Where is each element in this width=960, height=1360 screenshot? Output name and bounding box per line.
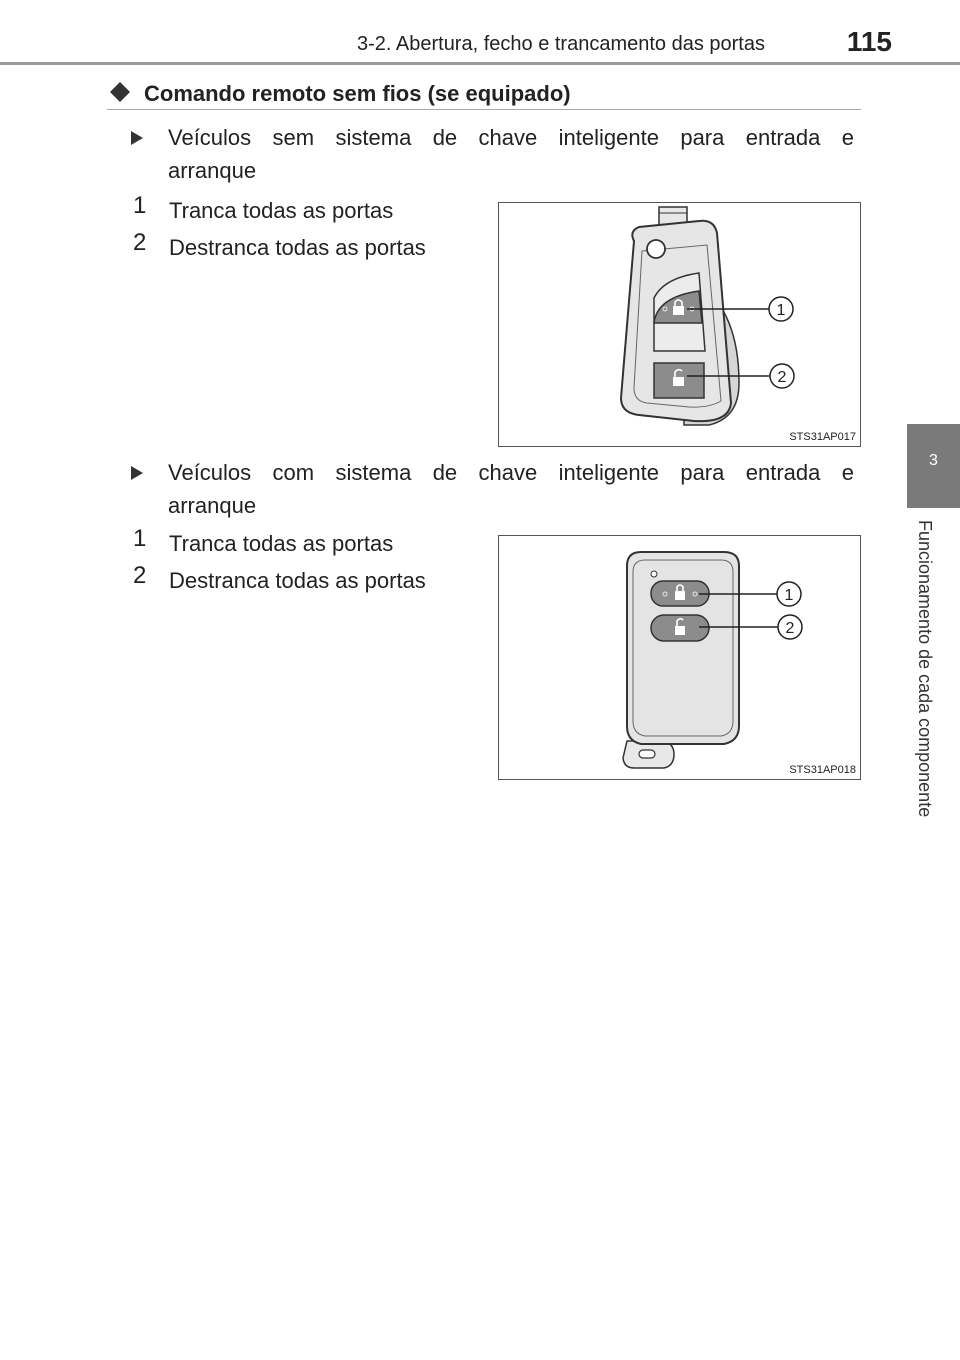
callout-2-label: 2 — [785, 620, 795, 637]
item-number: 1 — [133, 192, 147, 219]
chapter-tab — [907, 424, 960, 508]
subsection-text-line2: arranque — [168, 158, 257, 183]
chapter-tab-number: 3 — [929, 452, 938, 469]
flip-key-illustration — [499, 203, 862, 448]
chapter-side-label-text: Funcionamento de cada componente — [915, 520, 935, 818]
smart-key-figure — [498, 535, 861, 780]
triangle-bullet-icon — [130, 131, 144, 145]
figure-code: STS31AP018 — [789, 764, 856, 776]
chapter-title: 3-2. Abertura, fecho e trancamento das portas — [356, 33, 765, 55]
section-heading — [107, 78, 861, 110]
flip-key-figure — [498, 202, 861, 447]
figure-code: STS31AP017 — [789, 431, 856, 443]
subsection-text-line2: arranque — [168, 493, 257, 518]
section-title: Comando remoto sem fios (se equipado) — [144, 81, 571, 106]
item-text: Destranca todas as portas — [169, 235, 426, 260]
item-text: Destranca todas as portas — [169, 568, 426, 593]
item-text: Tranca todas as portas — [169, 198, 394, 223]
subsection-text-line1: Veículos sem sistema de chave inteligente para entrada e — [168, 125, 854, 150]
callout-1-label: 1 — [784, 587, 794, 604]
item-text: Tranca todas as portas — [169, 531, 394, 556]
header-rule — [0, 62, 960, 65]
callout-1-label: 1 — [776, 302, 786, 319]
page-header — [0, 0, 960, 66]
item-number: 2 — [133, 229, 147, 256]
diamond-bullet-icon — [110, 82, 130, 102]
triangle-bullet-icon — [130, 466, 144, 480]
chapter-side-label — [914, 520, 944, 860]
page-number: 115 — [846, 26, 892, 57]
callout-2-label: 2 — [777, 369, 787, 386]
subsection-text-line1: Veículos com sistema de chave inteligente para entrada e — [168, 460, 854, 485]
item-number: 2 — [133, 562, 147, 589]
item-number: 1 — [133, 525, 147, 552]
smart-key-illustration — [499, 536, 862, 781]
